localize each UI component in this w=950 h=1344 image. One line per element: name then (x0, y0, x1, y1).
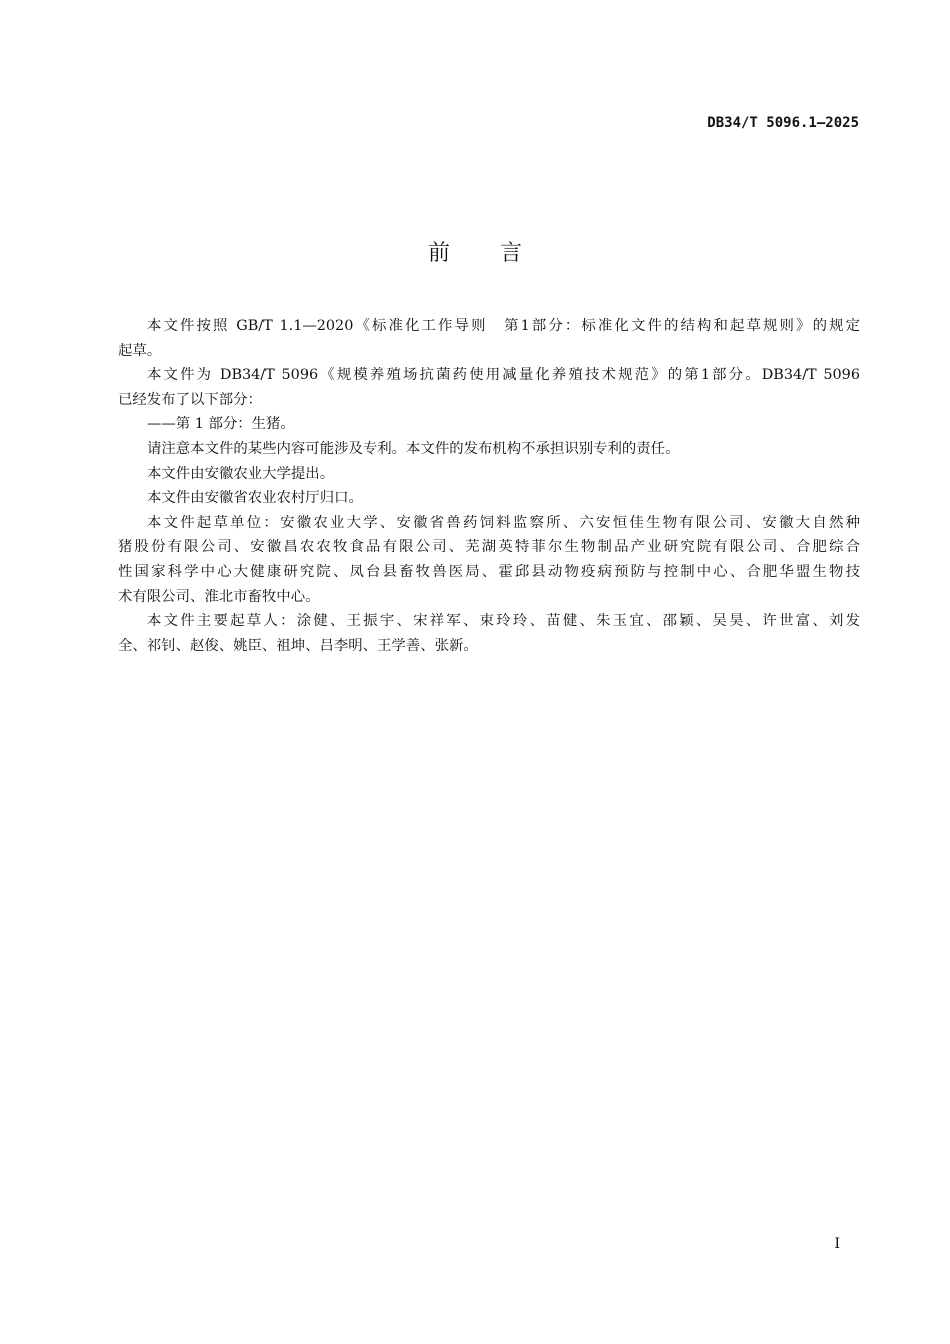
paragraph-line: 请注意本文件的某些内容可能涉及专利。本文件的发布机构不承担识别专利的责任。 (147, 440, 680, 457)
paragraph-line: 全、祁钊、赵俊、姚臣、祖坤、吕李明、王学善、张新。 (118, 637, 478, 654)
paragraph-line: ——第 1 部分：生猪。 (147, 416, 295, 433)
paragraph-line: 本文件按照 GB/T 1.1—2020《标准化工作导则 第1部分：标准化文件的结构和起草规则》的规定 (147, 318, 860, 334)
page-number: I (834, 1236, 840, 1252)
paragraph (118, 511, 860, 609)
document-code: DB34/T 5096.1—2025 (707, 115, 859, 131)
paragraph (118, 412, 860, 437)
paragraph-line: 猪股份有限公司、安徽昌农农牧食品有限公司、芜湖英特菲尔生物制品产业研究院有限公司、合肥综合 (118, 539, 860, 556)
paragraph-line: 起草。 (118, 342, 162, 359)
paragraph-line: 性国家科学中心大健康研究院、凤台县畜牧兽医局、霍邱县动物疫病预防与控制中心、合肥华盟生物技 (118, 563, 860, 580)
paragraph (118, 437, 860, 462)
paragraph (118, 314, 860, 363)
paragraph (118, 609, 860, 658)
foreword-body (118, 314, 860, 658)
paragraph-line: 本文件起草单位：安徽农业大学、安徽省兽药饲料监察所、六安恒佳生物有限公司、安徽大自然种 (147, 514, 860, 531)
paragraph-line: 已经发布了以下部分： (118, 391, 262, 408)
paragraph (118, 462, 860, 487)
page-title: 前言 (427, 241, 572, 266)
paragraph-line: 术有限公司、淮北市畜牧中心。 (118, 588, 320, 605)
paragraph (118, 363, 860, 412)
paragraph-line: 本文件为 DB34/T 5096《规模养殖场抗菌药使用减量化养殖技术规范》的第1部分。DB34/T 5096 (147, 367, 860, 384)
paragraph-line: 本文件由安徽农业大学提出。 (147, 465, 335, 482)
paragraph-line: 本文件由安徽省农业农村厅归口。 (147, 490, 363, 507)
paragraph-line: 本文件主要起草人：涂健、王振宇、宋祥军、束玲玲、苗健、朱玉宜、邵颖、吴昊、许世富、刘发 (147, 613, 860, 630)
paragraph (118, 486, 860, 511)
